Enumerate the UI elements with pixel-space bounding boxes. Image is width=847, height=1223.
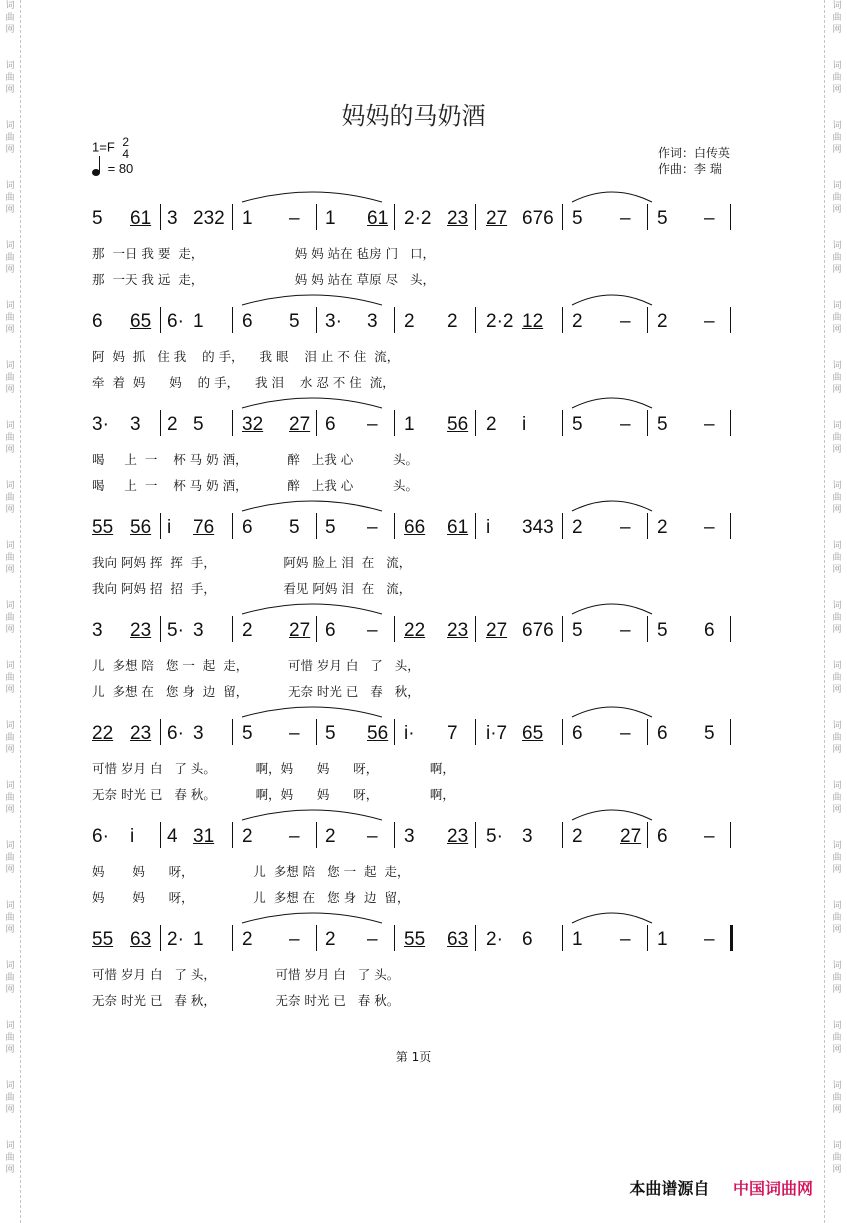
bar-line (394, 204, 395, 230)
note: 1 (572, 929, 583, 950)
slur-arc (572, 913, 652, 923)
score-system (92, 921, 742, 1021)
score-system (92, 509, 742, 609)
bar-line (316, 513, 317, 539)
bar-line (730, 513, 731, 539)
note: 1 (242, 208, 253, 229)
bar-line (316, 925, 317, 951)
bar-line (475, 719, 476, 745)
lyric-line (92, 450, 742, 466)
note: 6 (325, 414, 336, 435)
note: 6 (572, 723, 583, 744)
lyric-line (92, 991, 742, 1007)
note: 2 (572, 517, 583, 538)
note: 55 (92, 929, 114, 950)
lyric-line (92, 862, 742, 878)
note: 3 (193, 723, 204, 744)
note: – (704, 414, 715, 435)
bar-line (647, 307, 648, 333)
bar-line (730, 925, 733, 951)
note: – (620, 414, 631, 435)
note: 65 (130, 311, 152, 332)
bar-line (475, 513, 476, 539)
note: – (620, 929, 631, 950)
bar-line (475, 616, 476, 642)
note: – (620, 311, 631, 332)
left-watermark-strip: 词 曲 网 词 曲 网 词 曲 网 词 曲 网 词 曲 网 词 曲 网 词 曲 网 词 曲 网 词 曲 网 词 曲 网 词 曲 网 词 曲 网 词 曲 网 词 曲 网 词 曲 网 词 曲 网 词 曲 网 词 曲 网 词 曲 网 词 曲 网 (5, 1, 15, 1175)
note: 6 (242, 517, 253, 538)
note: 63 (447, 929, 469, 950)
note: 6 (657, 723, 668, 744)
note: i·7 (486, 723, 508, 744)
note: 343 (522, 517, 554, 538)
note: 23 (447, 208, 469, 229)
slur-arc (572, 398, 652, 408)
note: – (367, 620, 378, 641)
time-bottom: 4 (122, 147, 130, 161)
note: – (620, 723, 631, 744)
note: – (620, 517, 631, 538)
score-system (92, 818, 742, 918)
note: 6 (657, 826, 668, 847)
bar-line (647, 616, 648, 642)
slur-arc (242, 913, 382, 923)
lyric-line (92, 888, 742, 904)
note: 1 (657, 929, 668, 950)
slur-arc (572, 295, 652, 305)
note: 6· (167, 311, 184, 332)
bar-line (562, 616, 563, 642)
composer: 作曲：李 瑞 (658, 162, 722, 176)
bar-line (475, 925, 476, 951)
note: 2 (242, 826, 253, 847)
note: 5 (325, 517, 336, 538)
note: 3 (167, 208, 178, 229)
bar-line (647, 925, 648, 951)
bar-line (316, 616, 317, 642)
note: 6· (167, 723, 184, 744)
bar-line (394, 410, 395, 436)
note: 2 (242, 620, 253, 641)
bar-line (232, 204, 233, 230)
bar-line (647, 719, 648, 745)
bar-line (160, 513, 161, 539)
bar-line (475, 204, 476, 230)
bar-line (730, 616, 731, 642)
lyric-line (92, 244, 742, 260)
key-label: 1=F (92, 139, 115, 155)
bar-line (647, 513, 648, 539)
note: – (704, 208, 715, 229)
slur-marks (92, 390, 742, 410)
lyric-text: 妈 妈 呀， 儿 多想 陪 您 一 起 走， (92, 864, 410, 879)
slur-marks (92, 905, 742, 925)
note: – (704, 826, 715, 847)
note: 66 (404, 517, 426, 538)
bar-line (647, 822, 648, 848)
score-system (92, 612, 742, 712)
note: 5· (167, 620, 184, 641)
note: 2·2 (486, 311, 514, 332)
note: 3 (92, 620, 103, 641)
note: 232 (193, 208, 225, 229)
bar-line (730, 719, 731, 745)
note: – (289, 826, 300, 847)
bar-line (647, 410, 648, 436)
note: 1 (193, 929, 204, 950)
tempo-value: = 80 (107, 161, 134, 176)
note: i· (404, 723, 415, 744)
lyric-line (92, 759, 742, 775)
bar-line (232, 719, 233, 745)
bar-line (394, 822, 395, 848)
quarter-note-icon (92, 169, 100, 176)
lyric-text: 那 一日 我 要 走， 妈 妈 站在 毡房 门 口， (92, 246, 436, 261)
lyric-text: 可惜 岁月 白 了 头。 啊，妈 妈 呀， 啊， (92, 761, 455, 776)
slur-marks (92, 802, 742, 822)
source-label: 本曲谱源自 (629, 1179, 710, 1198)
note: 5 (92, 208, 103, 229)
slur-arc (242, 192, 382, 202)
bar-line (232, 822, 233, 848)
page-number: 第 1页 (395, 1050, 432, 1064)
slur-arc (572, 707, 652, 717)
note: – (289, 723, 300, 744)
melody-line (92, 200, 742, 232)
score-system (92, 200, 742, 300)
source-footer (629, 1176, 813, 1199)
note: 6 (242, 311, 253, 332)
melody-line (92, 612, 742, 644)
bar-line (316, 719, 317, 745)
lyric-line (92, 682, 742, 698)
note: 2 (242, 929, 253, 950)
note: 5 (572, 208, 583, 229)
bar-line (394, 513, 395, 539)
bar-line (160, 719, 161, 745)
note: 5 (657, 620, 668, 641)
bar-line (394, 925, 395, 951)
right-dashed-border (824, 0, 825, 1223)
note: 76 (193, 517, 215, 538)
melody-line (92, 303, 742, 335)
note: 2 (572, 826, 583, 847)
bar-line (160, 616, 161, 642)
note: i (167, 517, 172, 538)
note: 31 (193, 826, 215, 847)
bar-line (475, 307, 476, 333)
bar-line (316, 822, 317, 848)
note: 27 (289, 620, 311, 641)
note: 12 (522, 311, 544, 332)
note: – (367, 929, 378, 950)
bar-line (562, 925, 563, 951)
note: 5 (289, 311, 300, 332)
score-system (92, 406, 742, 506)
note: 5 (193, 414, 204, 435)
note: 5 (572, 414, 583, 435)
note: 55 (404, 929, 426, 950)
bar-line (232, 410, 233, 436)
lyric-text: 我向 阿妈 挥 挥 手， 阿妈 脸上 泪 在 流， (92, 555, 412, 570)
bar-line (394, 307, 395, 333)
note: 1 (325, 208, 336, 229)
site-name: 中国词曲网 (732, 1179, 813, 1198)
melody-line (92, 921, 742, 953)
lyric-text: 阿 妈 抓 住 我 的 手， 我 眼 泪 止 不 住 流， (92, 349, 400, 364)
bar-line (730, 204, 731, 230)
slur-arc (572, 604, 652, 614)
bar-line (730, 822, 731, 848)
score-system (92, 715, 742, 815)
lyric-text: 喝 上 一 杯 马 奶 酒， 醉 上我 心 头。 (92, 452, 418, 467)
bar-line (232, 307, 233, 333)
bar-line (562, 513, 563, 539)
lyric-text: 可惜 岁月 白 了 头， 可惜 岁月 白 了 头。 (92, 967, 400, 982)
note: 23 (130, 620, 152, 641)
note: 5 (572, 620, 583, 641)
note: 63 (130, 929, 152, 950)
lyricist: 作词：白传英 (658, 146, 731, 160)
bar-line (730, 410, 731, 436)
note: 61 (447, 517, 469, 538)
note: 2 (325, 929, 336, 950)
note: 2·2 (404, 208, 432, 229)
note: 6 (92, 311, 103, 332)
lyric-text: 儿 多想 在 您 身 边 留， 无奈 时光 已 春 秋， (92, 684, 420, 699)
melody-line (92, 715, 742, 747)
bar-line (394, 616, 395, 642)
note: i (486, 517, 491, 538)
time-top: 2 (122, 135, 130, 149)
lyric-line (92, 373, 742, 389)
note: – (620, 208, 631, 229)
slur-arc (242, 810, 382, 820)
bar-line (160, 204, 161, 230)
bar-line (160, 410, 161, 436)
right-watermark-strip: 词 曲 网 词 曲 网 词 曲 网 词 曲 网 词 曲 网 词 曲 网 词 曲 网 词 曲 网 词 曲 网 词 曲 网 词 曲 网 词 曲 网 词 曲 网 词 曲 网 词 曲 网 词 曲 网 词 曲 网 词 曲 网 词 曲 网 词 曲 网 (832, 1, 842, 1175)
slur-marks (92, 699, 742, 719)
slur-arc (242, 398, 382, 408)
note: 2 (167, 414, 178, 435)
slur-arc (242, 707, 382, 717)
credits (658, 145, 730, 177)
note: 56 (367, 723, 389, 744)
bar-line (316, 307, 317, 333)
lyric-text: 喝 上 一 杯 马 奶 酒， 醉 上我 心 头。 (92, 478, 418, 493)
note: 27 (486, 620, 508, 641)
note: 5 (704, 723, 715, 744)
note: 4 (167, 826, 178, 847)
lyric-text: 牵 着 妈 妈 的 手， 我 泪 水 忍 不 住 流， (92, 375, 395, 390)
note: 27 (289, 414, 311, 435)
note: 6· (92, 826, 109, 847)
note: 5 (325, 723, 336, 744)
bar-line (160, 822, 161, 848)
lyric-text: 无奈 时光 已 春 秋。 啊，妈 妈 呀， 啊， (92, 787, 455, 802)
note: 56 (130, 517, 152, 538)
lyric-line (92, 965, 742, 981)
note: 65 (522, 723, 544, 744)
note: 2 (325, 826, 336, 847)
bar-line (232, 616, 233, 642)
note: 2· (486, 929, 503, 950)
melody-line (92, 406, 742, 438)
song-title: 妈妈的马奶酒 (341, 102, 486, 130)
bar-line (562, 307, 563, 333)
note: 3· (325, 311, 342, 332)
bar-line (562, 410, 563, 436)
note: 5 (289, 517, 300, 538)
left-dashed-border (20, 0, 21, 1223)
bar-line (475, 410, 476, 436)
note: 3 (130, 414, 141, 435)
note: – (367, 826, 378, 847)
note: 23 (447, 620, 469, 641)
note: 6 (522, 929, 533, 950)
note: – (704, 311, 715, 332)
bar-line (562, 822, 563, 848)
slur-arc (572, 810, 652, 820)
note: 3 (193, 620, 204, 641)
note: 2· (167, 929, 184, 950)
note: 7 (447, 723, 458, 744)
slur-arc (242, 501, 382, 511)
note: 2 (657, 311, 668, 332)
note: 2 (657, 517, 668, 538)
slur-arc (242, 295, 382, 305)
slur-marks (92, 596, 742, 616)
note: 2 (404, 311, 415, 332)
note: 676 (522, 620, 554, 641)
note: 1 (404, 414, 415, 435)
tempo-marking (92, 161, 133, 176)
slur-marks (92, 493, 742, 513)
melody-line (92, 818, 742, 850)
bar-line (647, 204, 648, 230)
note: i (522, 414, 527, 435)
note: i (130, 826, 135, 847)
note: 23 (447, 826, 469, 847)
score-system (92, 303, 742, 403)
note: 3 (367, 311, 378, 332)
note: 27 (486, 208, 508, 229)
note: 676 (522, 208, 554, 229)
note: 2 (486, 414, 497, 435)
note: 32 (242, 414, 264, 435)
lyric-text: 那 一天 我 远 走， 妈 妈 站在 草原 尽 头， (92, 272, 436, 287)
note: 27 (620, 826, 642, 847)
note: – (367, 517, 378, 538)
slur-arc (572, 192, 652, 202)
lyric-text: 我向 阿妈 招 招 手， 看见 阿妈 泪 在 流， (92, 581, 412, 596)
note: – (704, 517, 715, 538)
slur-arc (242, 604, 382, 614)
note: – (289, 929, 300, 950)
slur-arc (572, 501, 652, 511)
note: 22 (404, 620, 426, 641)
note: 2 (447, 311, 458, 332)
note: – (704, 929, 715, 950)
lyric-line (92, 347, 742, 363)
note: 3 (404, 826, 415, 847)
melody-line (92, 509, 742, 541)
note: 5· (486, 826, 503, 847)
note: – (367, 414, 378, 435)
note: 1 (193, 311, 204, 332)
note: 23 (130, 723, 152, 744)
note: 22 (92, 723, 114, 744)
bar-line (316, 410, 317, 436)
bar-line (232, 513, 233, 539)
note: 3 (522, 826, 533, 847)
note: 56 (447, 414, 469, 435)
bar-line (562, 719, 563, 745)
note: 5 (657, 208, 668, 229)
note: 5 (657, 414, 668, 435)
time-signature (122, 136, 129, 160)
note: 6 (325, 620, 336, 641)
note: 3· (92, 414, 109, 435)
note: 61 (130, 208, 152, 229)
note: 61 (367, 208, 389, 229)
lyric-text: 无奈 时光 已 春 秋， 无奈 时光 已 春 秋。 (92, 993, 400, 1008)
lyric-line (92, 553, 742, 569)
note: – (620, 620, 631, 641)
slur-marks (92, 184, 742, 204)
bar-line (562, 204, 563, 230)
note: – (289, 208, 300, 229)
note: 6 (704, 620, 715, 641)
lyric-line (92, 270, 742, 286)
lyric-line (92, 476, 742, 492)
bar-line (160, 307, 161, 333)
bar-line (160, 925, 161, 951)
lyric-text: 儿 多想 陪 您 一 起 走， 可惜 岁月 白 了 头， (92, 658, 420, 673)
bar-line (475, 822, 476, 848)
lyric-line (92, 656, 742, 672)
note: 55 (92, 517, 114, 538)
lyric-line (92, 785, 742, 801)
lyric-text: 妈 妈 呀， 儿 多想 在 您 身 边 留， (92, 890, 410, 905)
note: 2 (572, 311, 583, 332)
lyric-line (92, 579, 742, 595)
slur-marks (92, 287, 742, 307)
bar-line (316, 204, 317, 230)
bar-line (394, 719, 395, 745)
bar-line (730, 307, 731, 333)
note: 5 (242, 723, 253, 744)
bar-line (232, 925, 233, 951)
